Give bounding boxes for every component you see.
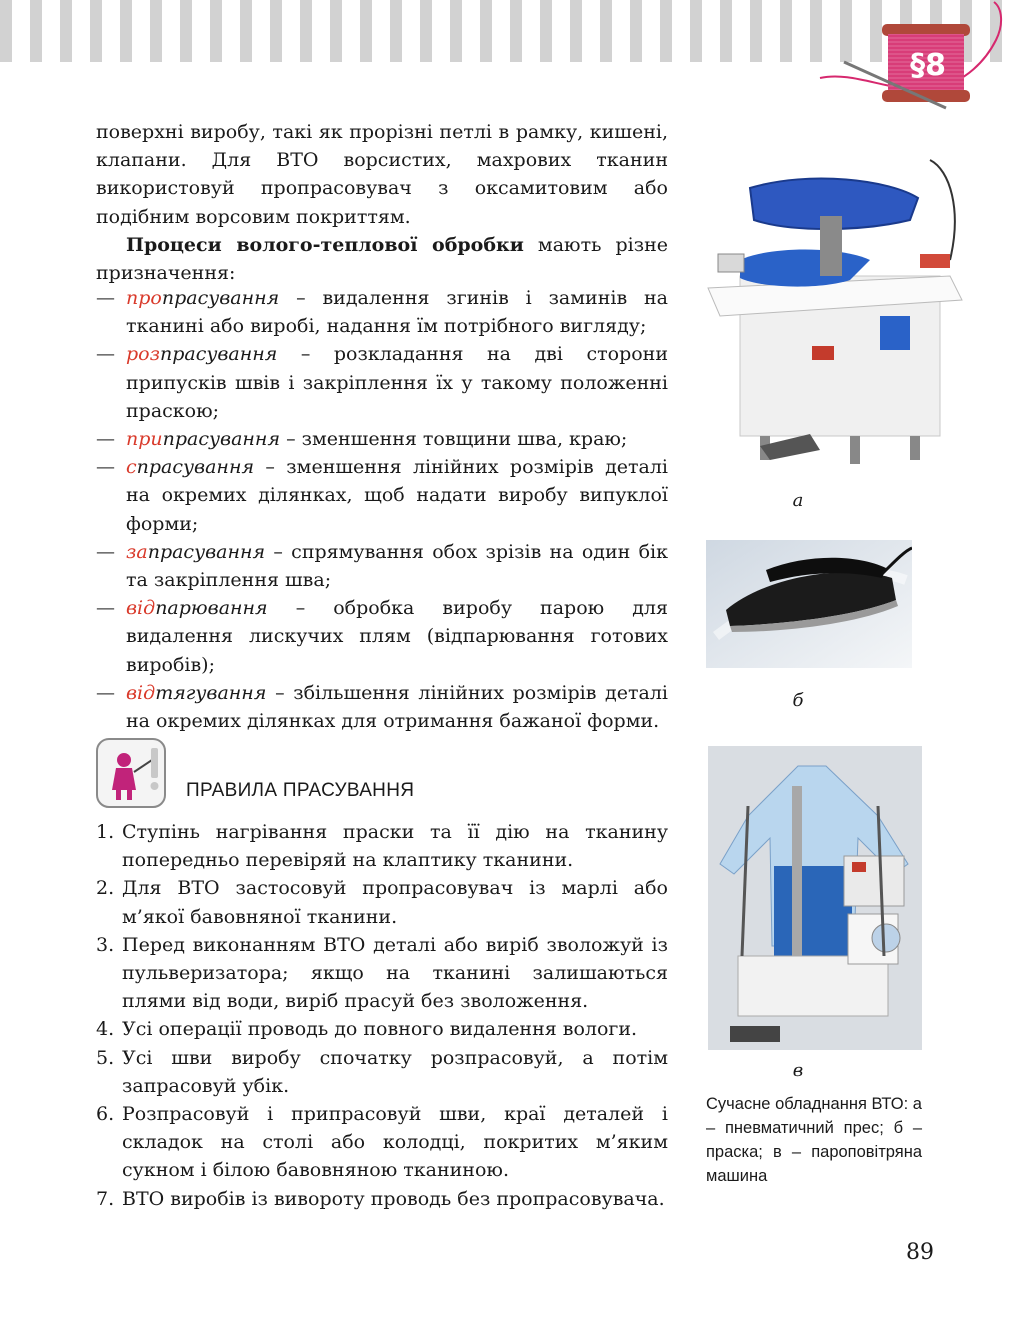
page-number: 89 [906,1240,934,1265]
term-desc: – видалення згинів і заминів на тканині або виробі, надання їм потрібного вигляду; [126,287,668,338]
term-desc: – розкладання на дві сторони припусків швів і закріплення їх у такому положенні праскою; [126,343,668,422]
term-stem: парювання [155,597,268,620]
rule-text: Усі операції проводь до повного видалення вологи. [122,1018,638,1041]
steam-air-machine-image [708,746,922,1050]
list-item: — пропрасування – видалення згинів і заминів на тканині або виробі, надання їм потрібного вигляду; [96,287,668,338]
rule-number: 7. [96,1187,115,1210]
list-item [96,1185,668,1213]
list-item: — відпарювання – обробка виробу парою для видалення лискучих плям (відпарювання готових виробів); [96,597,668,676]
rule-text: ВТО виробів із вивороту проводь без пропрасовувача. [122,1187,665,1210]
term-stem: прасування [147,540,266,563]
iron-image [706,540,912,668]
processes-intro-paragraph [96,231,668,287]
term-desc: – спрямування обох зрізів на один бік та закріплення шва; [126,540,668,592]
rule-number: 5. [96,1046,115,1069]
term-stem: прасування [159,343,278,366]
processes-intro-rest: мають різне призначення: [96,233,668,285]
figure-b-label: б [792,690,804,711]
list-item [96,874,668,930]
rule-text: Для ВТО застосовуй пропрасовувач із марлі або м’якої бавовняної тканини. [122,877,668,928]
list-item [96,1044,668,1100]
term-stem: прасування [162,428,281,451]
term-prefix: за [126,540,148,563]
intro-text [96,118,668,287]
term-prefix: про [126,287,162,309]
term-desc: – обробка виробу парою для видалення лискучих плям (відпарювання готових виробів); [126,597,668,676]
list-item: — припрасування – зменшення товщини шва, краю; [96,428,628,451]
figure-c-label: в [792,1060,804,1081]
term-prefix: с [126,456,137,479]
rule-text: Ступінь нагрівання праски та її дію на тканину попередньо перевіряй на клаптику тканини. [122,821,668,872]
term-prefix: роз [126,343,160,366]
rules-list [96,818,668,1213]
rule-text: Розпрасовуй і припрасовуй шви, краї деталей і складок на столі або колодці, покритих м’яким сукном і білою бавовняною тканиною. [122,1103,668,1182]
rule-text: Перед виконанням ВТО деталі або виріб зволожуй із пульверизатора; якщо на тканині залишаються плями від води, виріб прасуй без зволоження. [122,933,668,1013]
list-item [96,1015,668,1043]
term-prefix: від [126,681,156,704]
rule-number: 4. [96,1018,115,1041]
rule-number: 6. [96,1103,115,1126]
list-item [96,818,668,874]
intro-paragraph: поверхні виробу, такі як прорізні петлі в рамку, кишені, клапани. Для ВТО ворсистих, махрових тканин використовуй пропрасовувач з оксамитовим або подібним ворсовим покриттям. [96,121,668,228]
rule-text: Усі шви виробу спочатку розпрасовуй, а потім запрасовуй убік. [122,1046,668,1097]
list-item: — відтягування – збільшення лінійних розмірів деталі на окремих ділянках для отримання бажаної форми. [96,681,668,733]
section-badge: §8 [910,48,946,83]
term-desc: – збільшення лінійних розмірів деталі на окремих ділянках для отримання бажаної форми. [126,681,668,733]
processes-intro-bold: Процеси волого-теплової обробки [126,233,524,256]
list-item [96,931,668,1016]
rule-number: 3. [96,933,115,956]
term-prefix: від [126,597,156,620]
pneumatic-press-image [700,150,976,480]
figure-caption: Сучасне обладнання ВТО: а – пневматичний прес; б – праска; в – пароповітряна машина [706,1095,922,1185]
processes-list [96,284,668,735]
term-stem: тягування [155,681,267,704]
rule-number: 1. [96,821,115,843]
rules-title: ПРАВИЛА ПРАСУВАННЯ [186,780,415,801]
list-item: — спрасування – зменшення лінійних розмірів деталі на окремих ділянках, щоб надати виробу випуклої форми; [96,456,668,535]
figure-a-label: а [792,490,804,511]
attention-icon [96,738,166,808]
list-item: — запрасування – спрямування обох зрізів на один бік та закріплення шва; [96,540,668,592]
term-stem: прасування [161,287,280,309]
list-item: — розпрасування – розкладання на дві сторони припусків швів і закріплення їх у такому положенні праскою; [96,343,668,422]
term-prefix: при [126,428,163,451]
term-stem: прасування [136,456,255,479]
list-item [96,1100,668,1185]
term-desc: – зменшення лінійних розмірів деталі на окремих ділянках, щоб надати виробу випуклої форми; [126,456,668,535]
term-desc: – зменшення товщини шва, краю; [280,428,628,451]
rule-number: 2. [96,877,115,900]
